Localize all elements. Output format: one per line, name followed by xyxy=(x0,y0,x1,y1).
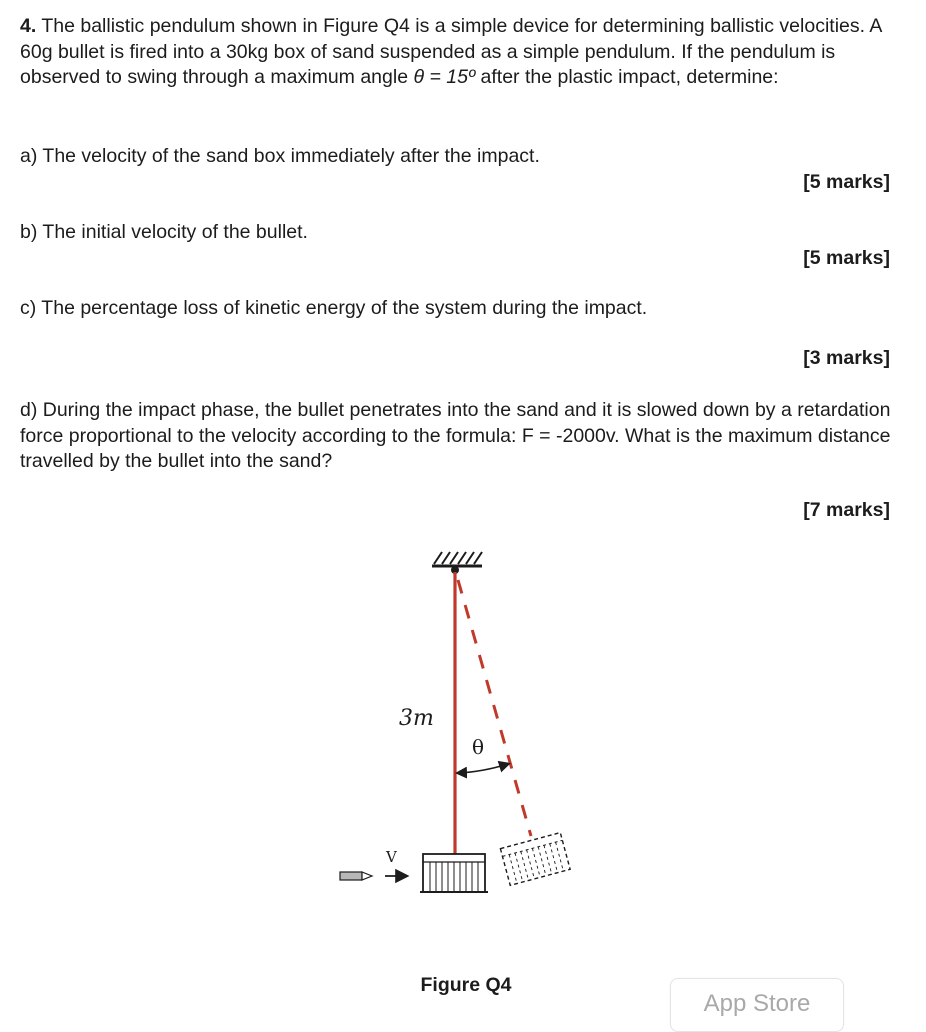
displaced-sand-box xyxy=(500,833,570,886)
figure-caption: Figure Q4 xyxy=(420,974,512,996)
part-c-marks: [3 marks] xyxy=(803,347,890,369)
part-c-text: c) The percentage loss of kinetic energy of the system during the impact. xyxy=(20,297,648,319)
length-label: 3m xyxy=(399,706,434,731)
sand-box xyxy=(420,854,488,892)
app-store-button[interactable]: App Store xyxy=(670,978,844,1032)
theta-expression: θ = 15º xyxy=(413,66,476,88)
part-b-marks: [5 marks] xyxy=(803,247,890,269)
part-b-text: b) The initial velocity of the bullet. xyxy=(20,221,308,243)
part-a-marks: [5 marks] xyxy=(803,171,890,193)
angle-label: θ xyxy=(472,735,485,759)
ceiling-support xyxy=(432,552,482,574)
question-number: 4. xyxy=(20,15,37,37)
question-intro xyxy=(20,14,900,91)
ballistic-pendulum-figure xyxy=(330,540,600,910)
question-intro-text: The ballistic pendulum shown in Figure Q4 is a simple device for determining ballistic velocities. A 60g bullet is fired into a 30kg box of sand suspended as a simple pendulum. If the pendulum is observed to swing through a maximum angle xyxy=(20,15,882,88)
part-d-text: d) During the impact phase, the bullet penetrates into the sand and it is slowed down by a retardation force proportional to the velocity according to the formula: F = -2000v. What is the maximum distance travelled by the bullet into the sand? xyxy=(20,399,891,472)
part-a-text: a) The velocity of the sand box immediately after the impact. xyxy=(20,145,540,167)
velocity-label: V xyxy=(386,848,397,866)
angle-arc xyxy=(458,764,508,773)
bullet xyxy=(340,872,372,880)
part-d-marks: [7 marks] xyxy=(803,499,890,521)
question-intro-text-end: after the plastic impact, determine: xyxy=(475,66,779,88)
displaced-pendulum-string xyxy=(458,580,531,836)
